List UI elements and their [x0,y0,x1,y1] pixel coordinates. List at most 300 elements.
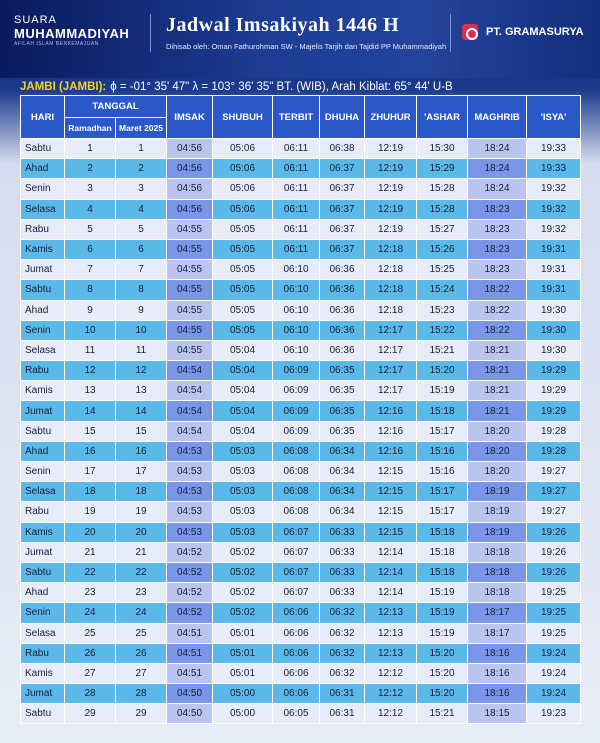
table-row [21,219,581,239]
shubuh-time-cell: 05:00 [213,704,273,724]
maghrib-time-cell: 18:23 [468,239,527,259]
isya-time-cell: 19:30 [527,300,581,320]
zhuhur-time-cell: 12:13 [365,643,417,663]
zhuhur-time-cell: 12:15 [365,522,417,542]
isya-time-cell: 19:25 [527,583,581,603]
location-line [20,78,580,95]
publisher-name: PT. GRAMASURYA [486,26,584,38]
header-hari: HARI [21,96,65,139]
table-row [21,482,581,502]
imsak-time-cell: 04:56 [167,199,213,219]
ashar-time-cell: 15:16 [417,462,468,482]
imsak-time-cell: 04:50 [167,684,213,704]
header-tanggal: TANGGAL [65,96,167,118]
shubuh-time-cell: 05:05 [213,260,273,280]
maghrib-time-cell: 18:19 [468,502,527,522]
zhuhur-time-cell: 12:17 [365,381,417,401]
ashar-time-cell: 15:19 [417,603,468,623]
ashar-time-cell: 15:18 [417,562,468,582]
maret-date-cell: 22 [116,562,167,582]
isya-time-cell: 19:27 [527,462,581,482]
ashar-time-cell: 15:22 [417,320,468,340]
shubuh-time-cell: 05:06 [213,179,273,199]
zhuhur-time-cell: 12:13 [365,623,417,643]
terbit-time-cell: 06:10 [273,280,320,300]
ashar-time-cell: 15:19 [417,381,468,401]
isya-time-cell: 19:29 [527,361,581,381]
imsak-time-cell: 04:55 [167,219,213,239]
isya-time-cell: 19:28 [527,421,581,441]
table-row [21,300,581,320]
ramadhan-date-cell: 16 [65,441,116,461]
zhuhur-time-cell: 12:14 [365,583,417,603]
isya-time-cell: 19:33 [527,159,581,179]
dhuha-time-cell: 06:34 [320,462,365,482]
zhuhur-time-cell: 12:17 [365,320,417,340]
maghrib-time-cell: 18:16 [468,663,527,683]
maret-date-cell: 17 [116,462,167,482]
imsak-time-cell: 04:52 [167,583,213,603]
header-imsak: IMSAK [167,96,213,139]
brand-logo [14,14,144,47]
maghrib-time-cell: 18:16 [468,643,527,663]
header-isya: 'ISYA' [527,96,581,139]
imsak-time-cell: 04:53 [167,441,213,461]
ashar-time-cell: 15:26 [417,239,468,259]
maret-date-cell: 24 [116,603,167,623]
isya-time-cell: 19:32 [527,199,581,219]
shubuh-time-cell: 05:02 [213,542,273,562]
maret-date-cell: 5 [116,219,167,239]
zhuhur-time-cell: 12:16 [365,421,417,441]
dhuha-time-cell: 06:37 [320,239,365,259]
ramadhan-date-cell: 27 [65,663,116,683]
maghrib-time-cell: 18:20 [468,441,527,461]
maghrib-time-cell: 18:19 [468,522,527,542]
terbit-time-cell: 06:09 [273,381,320,401]
day-cell: Jumat [21,401,65,421]
maghrib-time-cell: 18:16 [468,684,527,704]
day-cell: Jumat [21,542,65,562]
ashar-time-cell: 15:23 [417,300,468,320]
header-maret: Maret 2025 [116,118,167,139]
dhuha-time-cell: 06:37 [320,179,365,199]
ramadhan-date-cell: 8 [65,280,116,300]
imsak-time-cell: 04:55 [167,280,213,300]
maghrib-time-cell: 18:23 [468,260,527,280]
isya-time-cell: 19:28 [527,441,581,461]
maret-date-cell: 19 [116,502,167,522]
table-row [21,179,581,199]
dhuha-time-cell: 06:31 [320,704,365,724]
ashar-time-cell: 15:29 [417,159,468,179]
zhuhur-time-cell: 12:17 [365,340,417,360]
imsak-time-cell: 04:56 [167,139,213,159]
header-ashar: 'ASHAR [417,96,468,139]
table-row [21,562,581,582]
day-cell: Selasa [21,482,65,502]
maghrib-time-cell: 18:23 [468,219,527,239]
isya-time-cell: 19:26 [527,562,581,582]
table-row [21,381,581,401]
ramadhan-date-cell: 1 [65,139,116,159]
ramadhan-date-cell: 14 [65,401,116,421]
ramadhan-date-cell: 2 [65,159,116,179]
imsak-time-cell: 04:56 [167,179,213,199]
day-cell: Ahad [21,159,65,179]
maret-date-cell: 9 [116,300,167,320]
terbit-time-cell: 06:11 [273,239,320,259]
day-cell: Sabtu [21,421,65,441]
ashar-time-cell: 15:20 [417,643,468,663]
terbit-time-cell: 06:09 [273,361,320,381]
day-cell: Kamis [21,381,65,401]
brand-line1: SUARA [14,14,57,26]
terbit-time-cell: 06:07 [273,522,320,542]
publisher [462,24,584,40]
ramadhan-date-cell: 4 [65,199,116,219]
isya-time-cell: 19:30 [527,320,581,340]
terbit-time-cell: 06:08 [273,441,320,461]
dhuha-time-cell: 06:32 [320,623,365,643]
maret-date-cell: 1 [116,139,167,159]
isya-time-cell: 19:24 [527,663,581,683]
isya-time-cell: 19:33 [527,139,581,159]
maghrib-time-cell: 18:24 [468,179,527,199]
ramadhan-date-cell: 25 [65,623,116,643]
imsak-time-cell: 04:51 [167,623,213,643]
day-cell: Ahad [21,300,65,320]
terbit-time-cell: 06:05 [273,704,320,724]
imsak-time-cell: 04:55 [167,239,213,259]
table-row [21,340,581,360]
ashar-time-cell: 15:20 [417,663,468,683]
maghrib-time-cell: 18:21 [468,381,527,401]
maret-date-cell: 12 [116,361,167,381]
header-dhuha: DHUHA [320,96,365,139]
day-cell: Jumat [21,260,65,280]
terbit-time-cell: 06:10 [273,260,320,280]
shubuh-time-cell: 05:04 [213,381,273,401]
shubuh-time-cell: 05:00 [213,684,273,704]
imsak-time-cell: 04:52 [167,562,213,582]
zhuhur-time-cell: 12:12 [365,684,417,704]
header-zhuhur: ZHUHUR [365,96,417,139]
day-cell: Sabtu [21,562,65,582]
imsak-time-cell: 04:52 [167,542,213,562]
ramadhan-date-cell: 26 [65,643,116,663]
maghrib-time-cell: 18:17 [468,623,527,643]
maret-date-cell: 2 [116,159,167,179]
dhuha-time-cell: 06:36 [320,260,365,280]
shubuh-time-cell: 05:06 [213,139,273,159]
dhuha-time-cell: 06:31 [320,684,365,704]
day-cell: Rabu [21,361,65,381]
header-maghrib: MAGHRIB [468,96,527,139]
shubuh-time-cell: 05:04 [213,361,273,381]
ashar-time-cell: 15:28 [417,179,468,199]
shubuh-time-cell: 05:06 [213,159,273,179]
day-cell: Senin [21,320,65,340]
shubuh-time-cell: 05:02 [213,603,273,623]
maghrib-time-cell: 18:21 [468,361,527,381]
dhuha-time-cell: 06:35 [320,401,365,421]
gramasurya-logo-icon [462,24,478,40]
imsak-time-cell: 04:51 [167,663,213,683]
ashar-time-cell: 15:16 [417,441,468,461]
zhuhur-time-cell: 12:19 [365,219,417,239]
day-cell: Jumat [21,684,65,704]
isya-time-cell: 19:29 [527,381,581,401]
isya-time-cell: 19:31 [527,260,581,280]
ramadhan-date-cell: 18 [65,482,116,502]
dhuha-time-cell: 06:35 [320,381,365,401]
day-cell: Selasa [21,199,65,219]
maghrib-time-cell: 18:22 [468,280,527,300]
terbit-time-cell: 06:11 [273,159,320,179]
isya-time-cell: 19:29 [527,401,581,421]
maret-date-cell: 3 [116,179,167,199]
terbit-time-cell: 06:11 [273,199,320,219]
maret-date-cell: 4 [116,199,167,219]
maret-date-cell: 20 [116,522,167,542]
table-row [21,320,581,340]
ramadhan-date-cell: 28 [65,684,116,704]
page-title: Jadwal Imsakiyah 1446 H [166,14,400,36]
isya-time-cell: 19:24 [527,643,581,663]
table-row [21,139,581,159]
ramadhan-date-cell: 10 [65,320,116,340]
zhuhur-time-cell: 12:19 [365,159,417,179]
zhuhur-time-cell: 12:14 [365,542,417,562]
header-banner [0,0,600,78]
maghrib-time-cell: 18:21 [468,340,527,360]
maret-date-cell: 7 [116,260,167,280]
header-ramadhan: Ramadhan [65,118,116,139]
ashar-time-cell: 15:17 [417,502,468,522]
table-row [21,199,581,219]
day-cell: Senin [21,179,65,199]
dhuha-time-cell: 06:38 [320,139,365,159]
isya-time-cell: 19:25 [527,603,581,623]
shubuh-time-cell: 05:05 [213,239,273,259]
table-row [21,441,581,461]
zhuhur-time-cell: 12:19 [365,199,417,219]
ashar-time-cell: 15:20 [417,361,468,381]
dhuha-time-cell: 06:36 [320,320,365,340]
maghrib-time-cell: 18:22 [468,320,527,340]
maghrib-time-cell: 18:18 [468,562,527,582]
maghrib-time-cell: 18:24 [468,139,527,159]
maghrib-time-cell: 18:24 [468,159,527,179]
terbit-time-cell: 06:08 [273,462,320,482]
table-row [21,421,581,441]
imsak-time-cell: 04:54 [167,381,213,401]
terbit-time-cell: 06:11 [273,219,320,239]
shubuh-time-cell: 05:04 [213,340,273,360]
imsak-time-cell: 04:51 [167,643,213,663]
ramadhan-date-cell: 29 [65,704,116,724]
terbit-time-cell: 06:06 [273,663,320,683]
imsak-time-cell: 04:53 [167,462,213,482]
terbit-time-cell: 06:10 [273,340,320,360]
isya-time-cell: 19:32 [527,219,581,239]
ramadhan-date-cell: 11 [65,340,116,360]
day-cell: Kamis [21,522,65,542]
ramadhan-date-cell: 23 [65,583,116,603]
terbit-time-cell: 06:11 [273,139,320,159]
dhuha-time-cell: 06:33 [320,583,365,603]
isya-time-cell: 19:31 [527,280,581,300]
table-row [21,260,581,280]
day-cell: Selasa [21,340,65,360]
dhuha-time-cell: 06:34 [320,441,365,461]
page-subtitle: Dihisab oleh: Oman Fathurohman SW - Majelis Tarjih dan Tajdid PP Muhammadiyah [166,42,447,51]
zhuhur-time-cell: 12:15 [365,462,417,482]
isya-time-cell: 19:23 [527,704,581,724]
table-row [21,542,581,562]
day-cell: Ahad [21,583,65,603]
ramadhan-date-cell: 19 [65,502,116,522]
table-row [21,704,581,724]
maghrib-time-cell: 18:18 [468,583,527,603]
terbit-time-cell: 06:06 [273,623,320,643]
ramadhan-date-cell: 17 [65,462,116,482]
day-cell: Sabtu [21,139,65,159]
table-row [21,401,581,421]
terbit-time-cell: 06:08 [273,502,320,522]
day-cell: Rabu [21,643,65,663]
maret-date-cell: 29 [116,704,167,724]
dhuha-time-cell: 06:32 [320,643,365,663]
header-terbit: TERBIT [273,96,320,139]
zhuhur-time-cell: 12:16 [365,441,417,461]
terbit-time-cell: 06:06 [273,643,320,663]
dhuha-time-cell: 06:35 [320,421,365,441]
zhuhur-time-cell: 12:15 [365,482,417,502]
table-row [21,663,581,683]
maghrib-time-cell: 18:20 [468,421,527,441]
maret-date-cell: 27 [116,663,167,683]
imsak-time-cell: 04:53 [167,522,213,542]
ramadhan-date-cell: 21 [65,542,116,562]
dhuha-time-cell: 06:36 [320,280,365,300]
shubuh-time-cell: 05:03 [213,462,273,482]
ashar-time-cell: 15:27 [417,219,468,239]
table-row [21,522,581,542]
dhuha-time-cell: 06:34 [320,482,365,502]
imsak-time-cell: 04:55 [167,340,213,360]
isya-time-cell: 19:24 [527,684,581,704]
shubuh-time-cell: 05:03 [213,502,273,522]
zhuhur-time-cell: 12:12 [365,704,417,724]
maret-date-cell: 23 [116,583,167,603]
ramadhan-date-cell: 12 [65,361,116,381]
day-cell: Sabtu [21,280,65,300]
zhuhur-time-cell: 12:16 [365,401,417,421]
terbit-time-cell: 06:09 [273,401,320,421]
terbit-time-cell: 06:09 [273,421,320,441]
dhuha-time-cell: 06:35 [320,361,365,381]
ramadhan-date-cell: 6 [65,239,116,259]
day-cell: Kamis [21,663,65,683]
maret-date-cell: 21 [116,542,167,562]
isya-time-cell: 19:26 [527,522,581,542]
table-row [21,502,581,522]
isya-time-cell: 19:25 [527,623,581,643]
table-row [21,159,581,179]
isya-time-cell: 19:27 [527,502,581,522]
ramadhan-date-cell: 7 [65,260,116,280]
ashar-time-cell: 15:30 [417,139,468,159]
imsak-time-cell: 04:54 [167,361,213,381]
maghrib-time-cell: 18:23 [468,199,527,219]
shubuh-time-cell: 05:05 [213,280,273,300]
zhuhur-time-cell: 12:17 [365,361,417,381]
terbit-time-cell: 06:06 [273,684,320,704]
maghrib-time-cell: 18:20 [468,462,527,482]
day-cell: Sabtu [21,704,65,724]
ashar-time-cell: 15:18 [417,401,468,421]
zhuhur-time-cell: 12:18 [365,280,417,300]
terbit-time-cell: 06:06 [273,603,320,623]
dhuha-time-cell: 06:32 [320,603,365,623]
shubuh-time-cell: 05:04 [213,421,273,441]
imsak-time-cell: 04:54 [167,401,213,421]
maret-date-cell: 25 [116,623,167,643]
maret-date-cell: 18 [116,482,167,502]
zhuhur-time-cell: 12:15 [365,502,417,522]
zhuhur-time-cell: 12:13 [365,603,417,623]
ashar-time-cell: 15:20 [417,684,468,704]
header-shubuh: SHUBUH [213,96,273,139]
dhuha-time-cell: 06:34 [320,502,365,522]
shubuh-time-cell: 05:01 [213,663,273,683]
isya-time-cell: 19:27 [527,482,581,502]
dhuha-time-cell: 06:36 [320,300,365,320]
ramadhan-date-cell: 20 [65,522,116,542]
zhuhur-time-cell: 12:18 [365,300,417,320]
maret-date-cell: 13 [116,381,167,401]
maghrib-time-cell: 18:19 [468,482,527,502]
table-row [21,583,581,603]
ashar-time-cell: 15:17 [417,482,468,502]
day-cell: Senin [21,462,65,482]
dhuha-time-cell: 06:32 [320,663,365,683]
shubuh-time-cell: 05:03 [213,441,273,461]
zhuhur-time-cell: 12:12 [365,663,417,683]
ashar-time-cell: 15:25 [417,260,468,280]
shubuh-time-cell: 05:01 [213,623,273,643]
isya-time-cell: 19:31 [527,239,581,259]
day-cell: Senin [21,603,65,623]
day-cell: Ahad [21,441,65,461]
table-row [21,684,581,704]
zhuhur-time-cell: 12:19 [365,179,417,199]
divider [450,14,451,52]
shubuh-time-cell: 05:06 [213,199,273,219]
dhuha-time-cell: 06:37 [320,159,365,179]
maghrib-time-cell: 18:15 [468,704,527,724]
terbit-time-cell: 06:07 [273,583,320,603]
table-row [21,603,581,623]
zhuhur-time-cell: 12:14 [365,562,417,582]
brand-line3: AFILAH ISLAM BERKEMAJUAN [14,41,99,47]
shubuh-time-cell: 05:05 [213,320,273,340]
location-city: JAMBI (JAMBI): [20,80,107,93]
maghrib-time-cell: 18:17 [468,603,527,623]
maret-date-cell: 26 [116,643,167,663]
